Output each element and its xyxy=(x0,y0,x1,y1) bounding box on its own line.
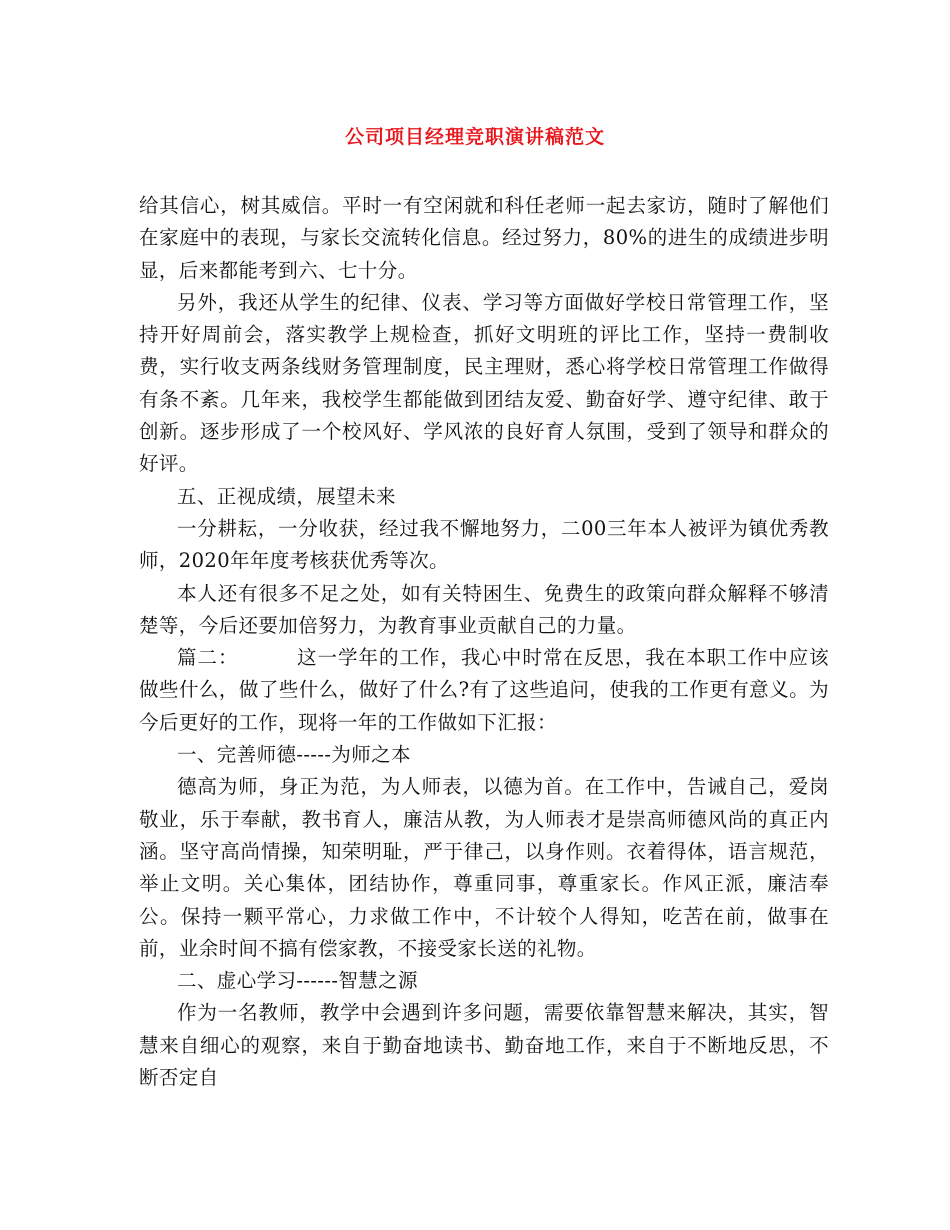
part-label: 篇二： xyxy=(177,646,239,670)
document-body xyxy=(139,190,829,1094)
section-heading: 一、完善师德-----为师之本 xyxy=(177,743,411,767)
paragraph-text: 这一学年的工作，我心中时常在反思，我在本职工作中应该做些什么，做了些什么，做好了什么?有了这些追问，使我的工作更有意义。为今后更好的工作，现将一年的工作做如下汇报： xyxy=(139,646,829,734)
paragraph: 另外，我还从学生的纪律、仪表、学习等方面做好学校日常管理工作，坚持开好周前会，落实教学上规检查，抓好文明班的评比工作，坚持一费制收费，实行收支两条线财务管理制度，民主理财，悉心将学校日常管理工作做得有条不紊。几年来，我校学生都能做到团结友爱、勤奋好学、遵守纪律、敢于创新。逐步形成了一个校风好、学风浓的良好育人氛围，受到了领导和群众的好评。 xyxy=(139,290,829,476)
paragraph: 德高为师，身正为范，为人师表，以德为首。在工作中，告诫自己，爱岗敬业，乐于奉献，教书育人，廉洁从教，为人师表才是崇高师德风尚的真正内涵。坚守高尚情操，知荣明耻，严于律己，以身作则。衣着得体，语言规范，举止文明。关心集体，团结协作，尊重同事，尊重家长。作风正派，廉洁奉公。保持一颗平常心，力求做工作中，不计较个人得知，吃苦在前，做事在前，业余时间不搞有偿家教，不接受家长送的礼物。 xyxy=(139,775,829,960)
paragraph: 本人还有很多不足之处，如有关特困生、免费生的政策向群众解释不够清楚等，今后还要加倍努力，为教育事业贡献自己的力量。 xyxy=(139,581,829,637)
paragraph xyxy=(139,642,829,739)
section-heading: 二、虚心学习------智慧之源 xyxy=(177,969,418,993)
document-title: 公司项目经理竞职演讲稿范文 xyxy=(344,126,605,148)
paragraph: 给其信心，树其威信。平时一有空闲就和科任老师一起去家访，随时了解他们在家庭中的表现，与家长交流转化信息。经过努力，80%的进生的成绩进步明显，后来都能考到六、七十分。 xyxy=(139,194,829,282)
paragraph: 作为一名教师，教学中会遇到许多问题，需要依靠智慧来解决，其实，智慧来自细心的观察，来自于勤奋地读书、勤奋地工作，来自于不断地反思，不断否定自 xyxy=(139,1001,829,1090)
section-heading: 五、正视成绩，展望未来 xyxy=(177,484,396,508)
paragraph: 一分耕耘，一分收获，经过我不懈地努力，二00三年本人被评为镇优秀教师，2020年年度考核获优秀等次。 xyxy=(139,516,829,573)
